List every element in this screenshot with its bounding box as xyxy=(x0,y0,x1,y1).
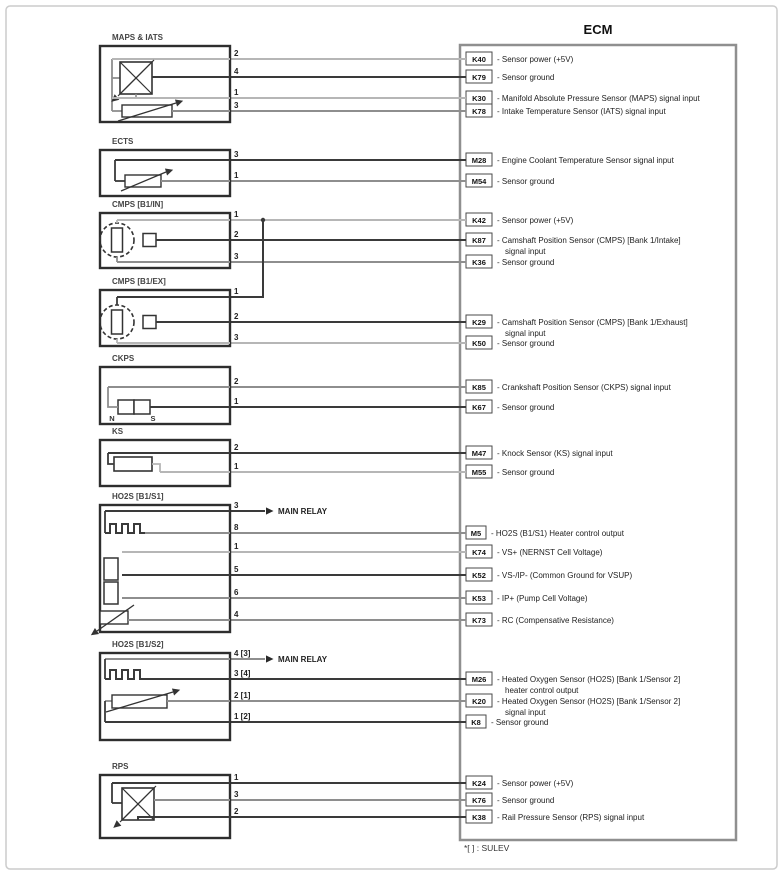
ecm-pin-desc: - VS-/IP- (Common Ground for VSUP) xyxy=(497,571,633,580)
pin-number: 3 [4] xyxy=(234,669,251,678)
ecm-pin-desc-line2: signal input xyxy=(505,329,546,338)
ecm-pin-desc: - Sensor ground xyxy=(497,177,555,186)
ecm-pin-id: K50 xyxy=(472,339,486,348)
pin-number: 3 xyxy=(234,252,239,261)
ecm-pin-id: K52 xyxy=(472,571,486,580)
pin-number: 4 [3] xyxy=(234,649,251,658)
ecm-pin-id: K40 xyxy=(472,55,486,64)
ecm-pin-id: M55 xyxy=(471,468,487,477)
pin-number: 3 xyxy=(234,333,239,342)
pin-number: 1 [2] xyxy=(234,712,251,721)
connector-name: ECTS xyxy=(112,137,134,146)
pin-number: 3 xyxy=(234,501,239,510)
pin-number: 1 xyxy=(234,542,239,551)
ecm-pin-id: K20 xyxy=(472,697,486,706)
ecm-pin-desc: - Intake Temperature Sensor (IATS) signal input xyxy=(497,107,666,116)
pin-number: 1 xyxy=(234,88,239,97)
connector-name: HO2S [B1/S1] xyxy=(112,492,164,501)
cell-icon xyxy=(104,582,118,604)
main-relay-label: MAIN RELAY xyxy=(278,655,328,664)
ecm-pin-desc: - Sensor ground xyxy=(497,468,555,477)
pin-number: 1 xyxy=(234,287,239,296)
ecm-pin-desc: - IP+ (Pump Cell Voltage) xyxy=(497,594,588,603)
ecm-pin-desc: - Sensor ground xyxy=(497,73,555,82)
knock-sensor-icon xyxy=(114,457,152,471)
ecm-pin-desc: - HO2S (B1/S1) Heater control output xyxy=(491,529,624,538)
ecm-pin-desc: - Sensor ground xyxy=(497,403,555,412)
ecm-pin-desc: - Heated Oxygen Sensor (HO2S) [Bank 1/Sensor 2] xyxy=(497,697,681,706)
ecm-pin-desc: - Knock Sensor (KS) signal input xyxy=(497,449,613,458)
pin-number: 2 xyxy=(234,377,239,386)
magnet-s-icon xyxy=(134,400,150,414)
ecm-pin-desc: - Sensor ground xyxy=(497,796,555,805)
pin-number: 6 xyxy=(234,588,239,597)
ecm-title: ECM xyxy=(583,22,613,37)
ecm-pin-desc: - Camshaft Position Sensor (CMPS) [Bank 1/Intake] xyxy=(497,236,681,245)
connector-name: CMPS [B1/IN] xyxy=(112,200,164,209)
ecm-pin-desc: - Sensor power (+5V) xyxy=(497,779,574,788)
ecm-pin-id: K85 xyxy=(472,383,486,392)
pin-number: 4 xyxy=(234,610,239,619)
pin-number: 1 xyxy=(234,210,239,219)
connector-name: KS xyxy=(112,427,124,436)
ecm-pin-desc: - Engine Coolant Temperature Sensor signal input xyxy=(497,156,674,165)
pin-number: 3 xyxy=(234,101,239,110)
connector-name: MAPS & IATS xyxy=(112,33,163,42)
pin-number: 3 xyxy=(234,790,239,799)
ecm-pin-id: K8 xyxy=(471,718,481,727)
main-relay-label: MAIN RELAY xyxy=(278,507,328,516)
ecm-pin-desc: - Manifold Absolute Pressure Sensor (MAPS) signal input xyxy=(497,94,700,103)
ecm-pin-id: K87 xyxy=(472,236,486,245)
ecm-block xyxy=(460,22,736,840)
ecm-pin-id: M54 xyxy=(471,177,487,186)
ecm-pin-id: K42 xyxy=(472,216,486,225)
cell-icon xyxy=(104,558,118,580)
ecm-pin-desc: - Sensor power (+5V) xyxy=(497,216,574,225)
cmps-element-icon xyxy=(112,228,123,252)
pin-number: 4 xyxy=(234,67,239,76)
ecm-pin-desc: - Sensor ground xyxy=(497,258,555,267)
pin-number: 1 xyxy=(234,462,239,471)
ecm-pin-id: K74 xyxy=(472,548,486,557)
ecm-pin-id: K29 xyxy=(472,318,486,327)
pin-number: 2 xyxy=(234,443,239,452)
pin-number: 2 xyxy=(234,49,239,58)
magnet-n-icon xyxy=(118,400,134,414)
connector-name: HO2S [B1/S2] xyxy=(112,640,164,649)
sulev-footnote: *[ ] : SULEV xyxy=(464,843,510,853)
pin-number: 1 xyxy=(234,171,239,180)
cmps-element-icon xyxy=(112,310,123,334)
pin-number: 1 xyxy=(234,397,239,406)
ecm-pin-desc: - Sensor power (+5V) xyxy=(497,55,574,64)
ecm-pin-desc: - Sensor ground xyxy=(497,339,555,348)
ecm-pin-id: K78 xyxy=(472,107,486,116)
ecm-pin-desc: - Camshaft Position Sensor (CMPS) [Bank 1/Exhaust] xyxy=(497,318,688,327)
ecm-pin-id: K53 xyxy=(472,594,486,603)
pin-number: 1 xyxy=(234,773,239,782)
ecm-pin-desc: - VS+ (NERNST Cell Voltage) xyxy=(497,548,603,557)
pin-number: 3 xyxy=(234,150,239,159)
ecm-pin-desc: - Sensor ground xyxy=(491,718,549,727)
ecm-pin-id: M47 xyxy=(471,449,487,458)
ecm-pin-id: K79 xyxy=(472,73,486,82)
ecm-pin-id: K24 xyxy=(472,779,486,788)
ecm-pin-desc-line2: heater control output xyxy=(505,686,579,695)
ecm-pin-id: K36 xyxy=(472,258,486,267)
ecm-pin-desc-line2: signal input xyxy=(505,708,546,717)
ecm-pin-id: M28 xyxy=(471,156,487,165)
pin-number: 2 [1] xyxy=(234,691,251,700)
pin-number: 2 xyxy=(234,807,239,816)
pin-number: 5 xyxy=(234,565,239,574)
ecm-pin-id: K38 xyxy=(472,813,486,822)
wire-junction-dot xyxy=(261,218,265,222)
cmps-terminal-icon xyxy=(143,316,156,329)
connector-name: CMPS [B1/EX] xyxy=(112,277,166,286)
connector-name: RPS xyxy=(112,762,129,771)
ecm-pin-id: K30 xyxy=(472,94,486,103)
pin-number: 2 xyxy=(234,230,239,239)
ecm-pin-id: K76 xyxy=(472,796,486,805)
ecm-pin-id: K73 xyxy=(472,616,486,625)
pin-number: 2 xyxy=(234,312,239,321)
ecm-pin-desc: - Crankshaft Position Sensor (CKPS) signal input xyxy=(497,383,671,392)
ecm-pin-id: K67 xyxy=(472,403,486,412)
ecm-pin-desc: - Heated Oxygen Sensor (HO2S) [Bank 1/Sensor 2] xyxy=(497,675,681,684)
ecm-pin-desc: - RC (Compensative Resistance) xyxy=(497,616,614,625)
ecm-pin-id: M26 xyxy=(471,675,487,684)
magnet-s-label: S xyxy=(150,414,156,423)
ecm-pin-desc: - Rail Pressure Sensor (RPS) signal input xyxy=(497,813,645,822)
pin-number: 8 xyxy=(234,523,239,532)
cmps-terminal-icon xyxy=(143,234,156,247)
magnet-n-label: N xyxy=(109,414,115,423)
ecm-pin-desc-line2: signal input xyxy=(505,247,546,256)
connector-name: CKPS xyxy=(112,354,135,363)
ecm-pin-id: M5 xyxy=(470,529,482,538)
